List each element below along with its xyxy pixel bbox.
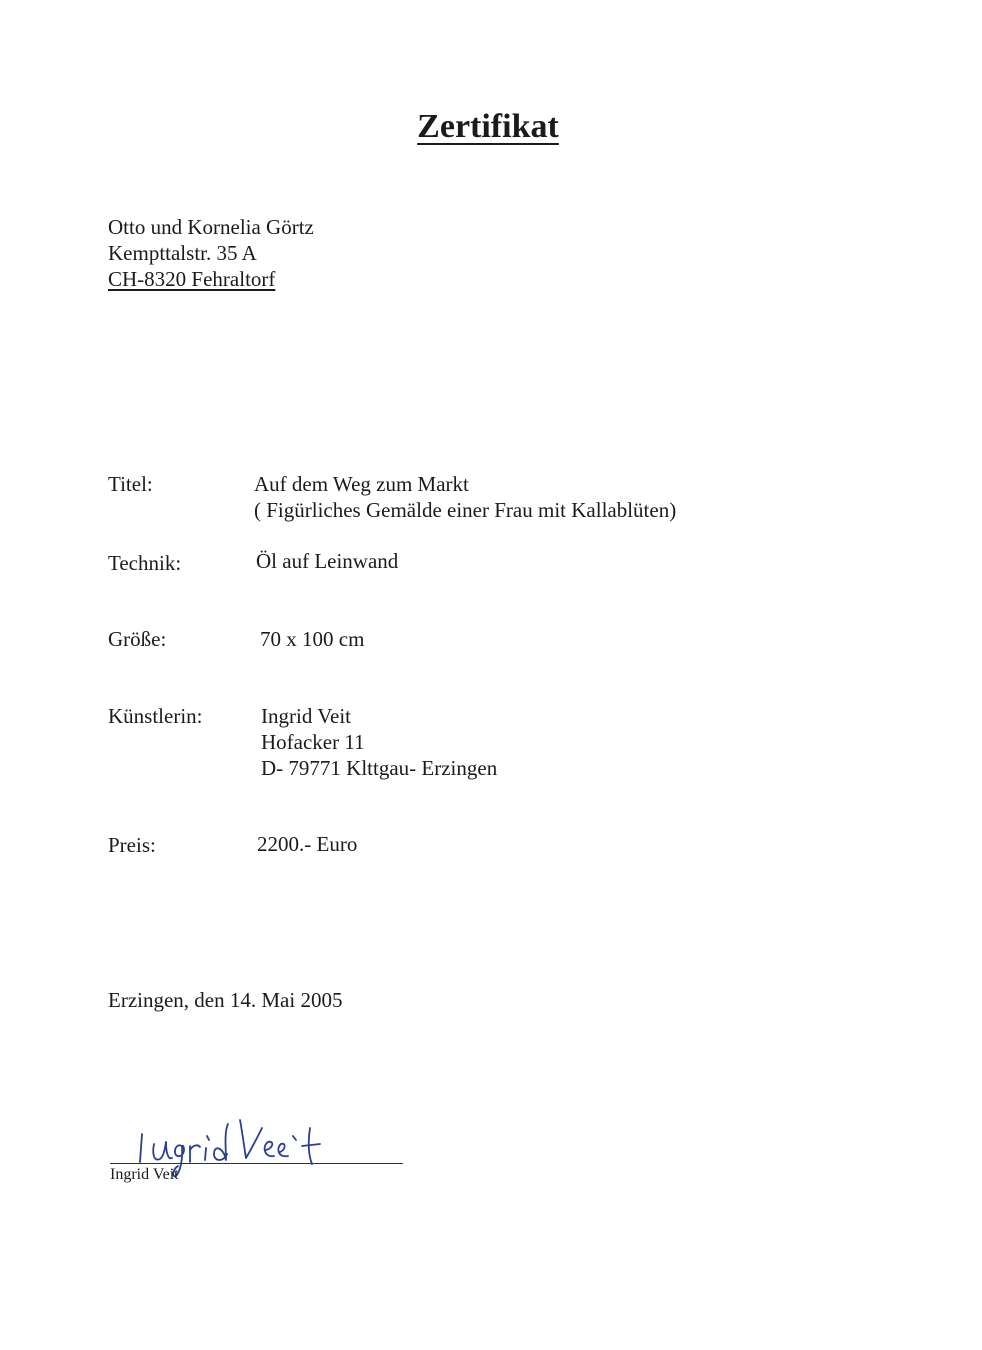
kuenstlerin-name: Ingrid Veit [261,704,352,728]
titel-value-line1: Auf dem Weg zum Markt [254,472,469,496]
signature-line [110,1163,403,1164]
kuenstlerin-city: D- 79771 Klttgau- Erzingen [261,756,498,780]
owner-address [108,214,314,292]
owner-city: CH-8320 Fehraltorf [108,267,276,291]
preis-value: 2200.- Euro [257,832,358,856]
preis-label: Preis: [108,833,156,857]
titel-value-line2: ( Figürliches Gemälde einer Frau mit Kallablüten) [254,498,677,522]
place-date: Erzingen, den 14. Mai 2005 [108,988,343,1012]
document-title: Zertifikat [417,108,559,145]
groesse-label: Größe: [108,627,167,651]
printed-name: Ingrid Veit [110,1166,179,1183]
kuenstlerin-street: Hofacker 11 [261,730,365,754]
kuenstlerin-label: Künstlerin: [108,704,203,728]
titel-label: Titel: [108,472,153,496]
technik-label: Technik: [108,551,182,575]
groesse-value: 70 x 100 cm [260,627,365,651]
technik-value: Öl auf Leinwand [256,549,399,573]
owner-street: Kempttalstr. 35 A [108,241,257,265]
owner-name: Otto und Kornelia Görtz [108,215,314,239]
